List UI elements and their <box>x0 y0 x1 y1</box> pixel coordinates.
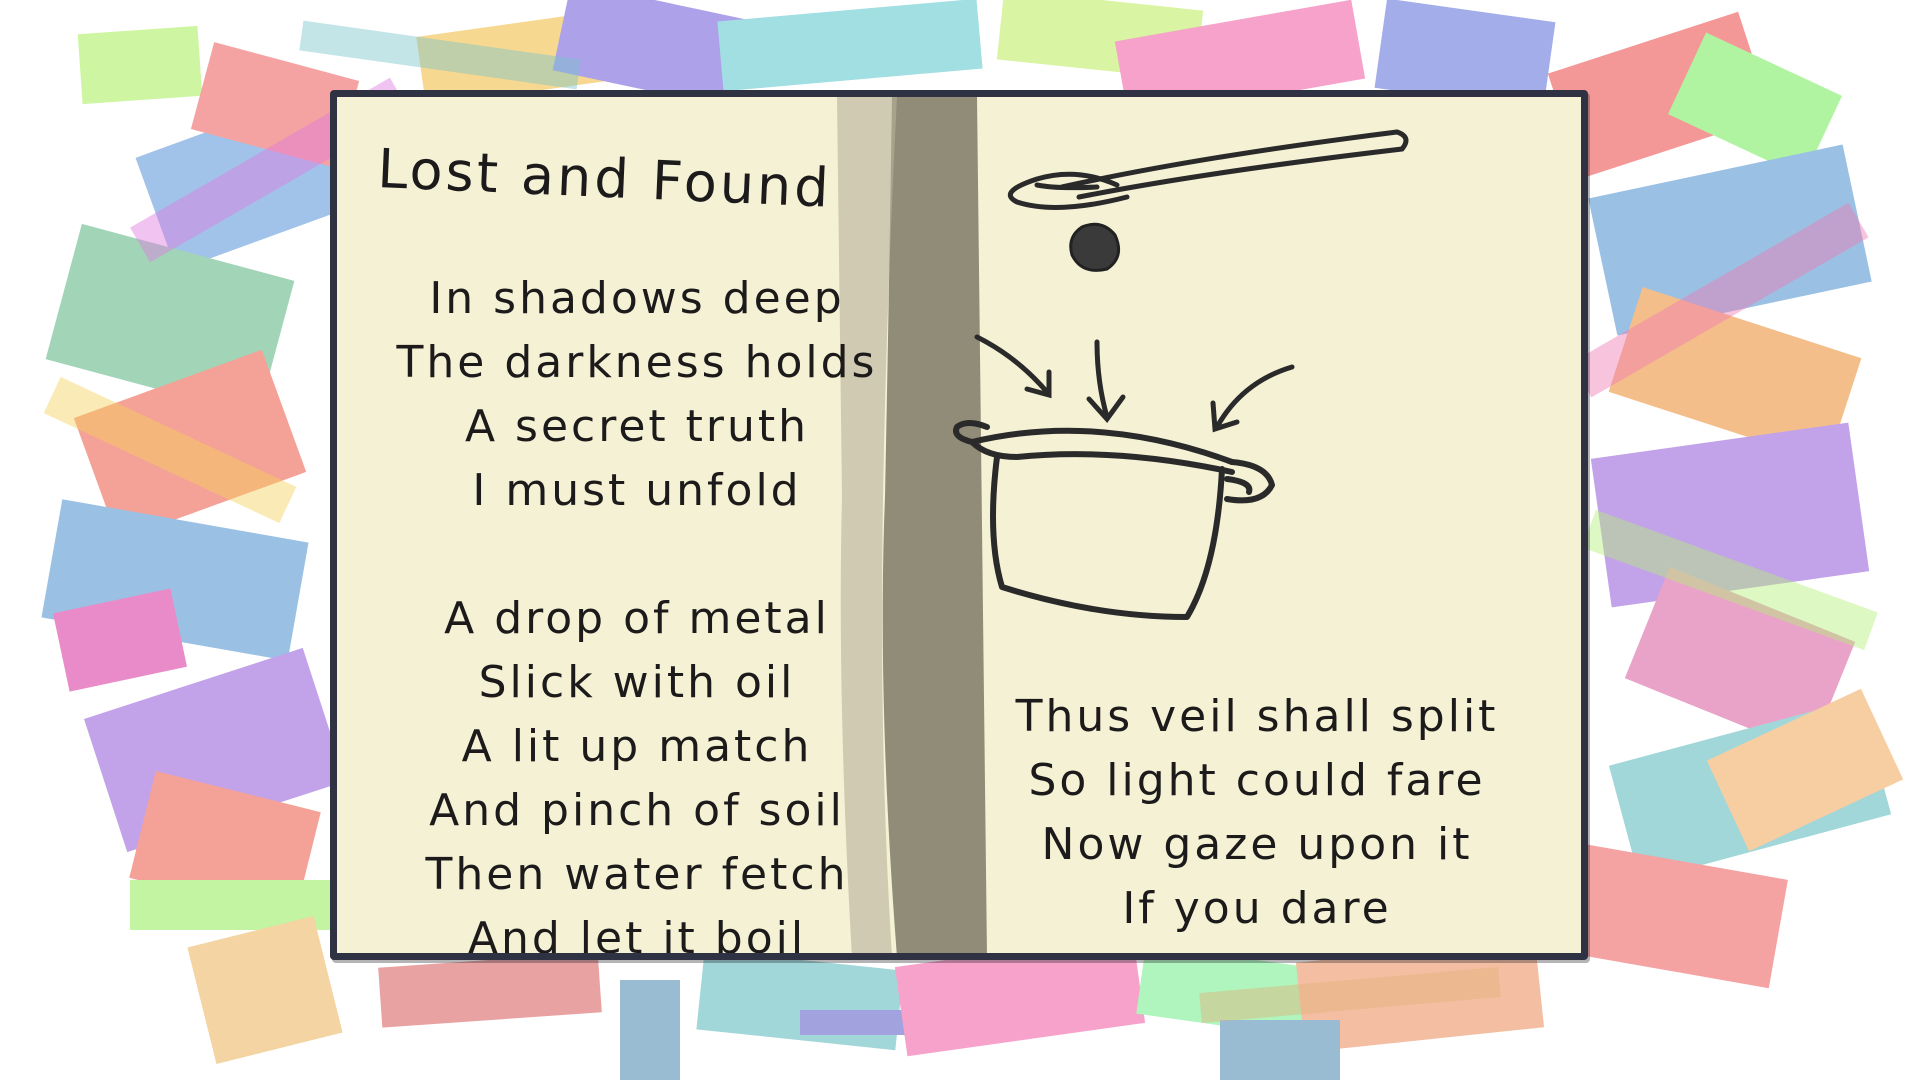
poem-line: Thus veil shall split <box>1015 691 1499 742</box>
poem-line: Now gaze upon it <box>1041 819 1473 870</box>
spoon-icon <box>1010 132 1406 207</box>
poem-line: If you dare <box>1122 883 1392 934</box>
poem-title: Lost and Found <box>376 137 833 220</box>
poem-line: So light could fare <box>1028 755 1486 806</box>
poem-stanza-2 <box>367 587 907 960</box>
poem-line: And pinch of soil <box>429 785 845 836</box>
arrow-icon <box>977 337 1292 429</box>
poem-stanza-3 <box>977 685 1537 941</box>
poem-line: Slick with oil <box>478 657 796 708</box>
poem-line: I must unfold <box>472 465 802 516</box>
drop-icon <box>1071 224 1119 270</box>
poem-line: In shadows deep <box>429 273 845 324</box>
open-recipe-book <box>330 90 1588 960</box>
poem-line: A secret truth <box>464 401 810 452</box>
poem-line: Then water fetch <box>425 849 849 900</box>
poem-line: The darkness holds <box>396 337 878 388</box>
pot-icon <box>956 423 1272 617</box>
poem-line: A drop of metal <box>444 593 830 644</box>
poem-stanza-1 <box>367 267 907 523</box>
poem-line: And let it boil <box>467 913 807 960</box>
poem-line: A lit up match <box>461 721 813 772</box>
